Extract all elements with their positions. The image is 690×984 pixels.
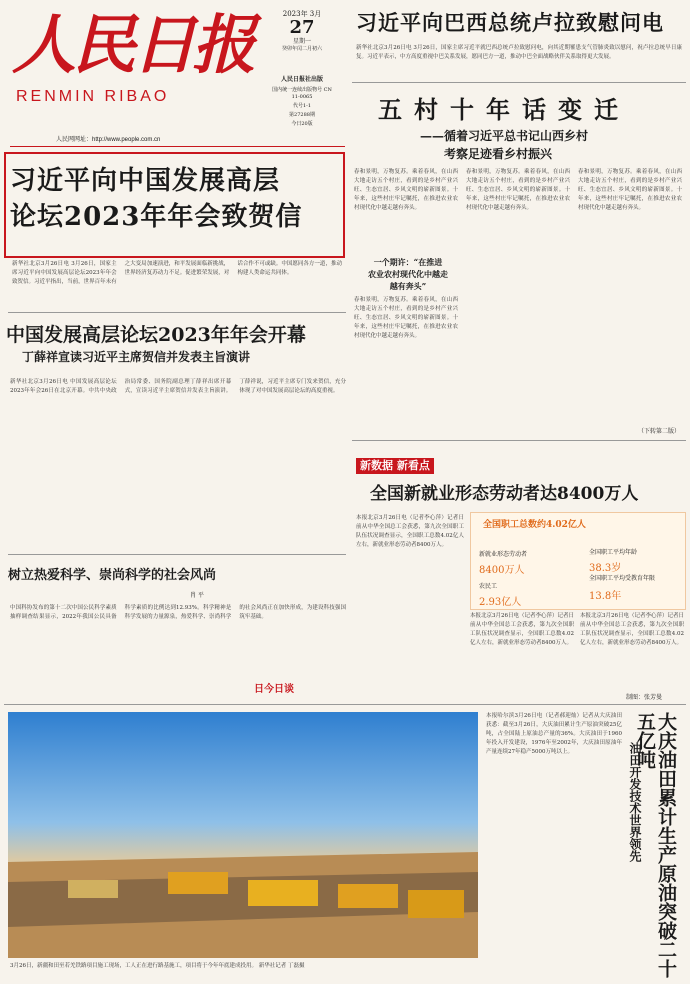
masthead-pinyin: RENMIN RIBAO <box>16 88 170 105</box>
stat3-value: 38.3岁 <box>589 563 622 574</box>
stat1-value: 8400万人 <box>479 565 525 576</box>
village-section-title <box>360 256 456 292</box>
commentary-body: 中国科协发布的第十二次中国公民科学素质抽样调查结果显示，2022年我国公民具备科学素质的比例达到12.93%。科学精神是科学发展的力量源泉，热爱科学、崇尚科学的社会风尚正在加快形成，为建设科技强国筑牢基础。 <box>10 605 346 620</box>
daqing-subtitle: 油田开发技术世界领先 <box>628 742 642 862</box>
cn-number: 国内统一连续出版物号 CN 11-0065 <box>272 87 332 100</box>
date-block <box>278 10 326 53</box>
website: 人民网网址：http://www.people.com.cn <box>56 137 161 143</box>
publisher: 人民日报社出版 <box>280 76 323 83</box>
employment-author: 制图：张芳曼 <box>626 694 663 701</box>
stat2-value: 2.93亿人 <box>479 597 522 608</box>
construction-scene <box>8 712 478 958</box>
issue-number: 第27288期 <box>289 112 315 118</box>
railway-photo <box>8 712 478 958</box>
employment-body-2: 本报北京3月26日电（记者李心萍）记者日前从中华全国总工会获悉，第九次全国职工队伍状况调查显示，全国职工总数4.02亿人左右，新就业形态劳动者8400万人。 <box>470 613 574 646</box>
second-story-subtitle: 丁薛祥宣读习近平主席贺信并发表主旨演讲 <box>22 350 251 364</box>
daqing-body: 本报哈尔滨3月26日电（记者郝迎灿）记者从大庆油田获悉：截至3月26日，大庆油田累计生产原油突破25亿吨，占全国陆上原油总产量的36%。大庆油田于1960年投入开发建设，1976年至2002年，大庆油田原油年产量连续27年稳产5000万吨以上。 <box>486 713 622 755</box>
stat4-value: 13.8年 <box>589 591 622 602</box>
second-story-body: 新华社北京3月26日电 中国发展高层论坛2023年年会26日在北京开幕。中共中央政治局常委、国务院副总理丁薛祥出席开幕式，宣读习近平主席贺信并发表主旨演讲。丁薛祥说，习近平主席专门发来贺信，充分体现了对中国发展高层论坛的高度重视。 <box>10 379 346 394</box>
stat4-label: 全国职工平均受教育年限 <box>589 575 656 582</box>
employment-tag: 新数据 新看点 <box>356 458 434 474</box>
commentary-title: 树立热爱科学、崇尚科学的社会风尚 <box>8 568 217 583</box>
top-headline-body: 新华社北京3月26日电 3月26日，国家主席习近平就巴西总统卢拉致慰问电，向其近期罹患支气管肺炎致以慰问，祝卢拉总统早日康复。习近平表示，中方高度重视中巴关系发展，愿同巴方一道，推动中巴全面战略伙伴关系取得更大发展。 <box>356 45 682 60</box>
village-section-line-1: 一个期许：“在推进 <box>373 257 443 267</box>
infographic <box>470 512 686 610</box>
lead-story-body: 新华社北京3月26日电 3月26日，国家主席习近平向中国发展高层论坛2023年年会致贺信。习近平指出，当前，世界百年未有之大变局加速演进，和平发展面临新挑战，世界经济复苏动力不足。促进繁荣发展，对话合作不可或缺。中国愿同各方一道，推动构建人类命运共同体。 <box>12 261 342 285</box>
today-talk-label: 日今日谈 <box>254 684 294 695</box>
commentary-author: 肖 平 <box>190 592 204 599</box>
village-subtitle: ——循着习近平总书记山西乡村 <box>420 129 589 143</box>
lead-story-title-1: 习近平向中国发展高层 <box>10 166 281 196</box>
stat2-label: 农民工 <box>479 583 498 590</box>
lunar-date: 癸卯年闰二月初六 <box>281 46 322 52</box>
stat1-label: 新就业形态劳动者 <box>479 551 528 558</box>
lead-story-title-2: 论坛2023年年会致贺信 <box>10 202 303 232</box>
year-month: 2023年 3月 <box>282 10 322 18</box>
village-body-col-3: 春和景明，万物复苏。乘着春风，在山西大地走访五个村庄，看到的是乡村产业兴旺、生态宜居、乡风文明的崭新图景。十年来，这些村庄牢记嘱托，在推进农业农村现代化中越走越有奔头。 <box>578 169 682 211</box>
village-section-line-3: 越有奔头” <box>389 281 427 291</box>
day-number: 27 <box>289 17 315 38</box>
top-headline: 习近平向巴西总统卢拉致慰问电 <box>356 10 664 35</box>
masthead-title: 人民日报 <box>12 8 252 83</box>
page-count: 今日20版 <box>291 121 313 127</box>
daqing-title: 大庆油田累计生产原油突破二十五亿吨 <box>634 712 677 978</box>
stat3-label: 全国职工平均年龄 <box>589 549 638 556</box>
village-subtitle-2: 考察足迹看乡村振兴 <box>444 147 553 161</box>
village-continued: （下转第二版） <box>638 428 681 435</box>
photo-credit: 新华社记者 丁磊摄 <box>258 963 305 969</box>
village-section-line-2: 农业农村现代化中越走 <box>368 269 448 279</box>
village-body-col-2: 春和景明，万物复苏。乘着春风，在山西大地走访五个村庄，看到的是乡村产业兴旺、生态宜居、乡风文明的崭新图景。十年来，这些村庄牢记嘱托，在推进农业农村现代化中越走越有奔头。 <box>466 169 570 211</box>
photo-caption-text: 3月26日，新疆和田至若羌铁路项目施工现场，工人正在进行路基施工，项目将于今年年底建成投用。 <box>10 963 258 969</box>
village-title: 五村十年话变迁 <box>378 95 630 124</box>
photo-caption <box>10 962 480 980</box>
employment-title: 全国新就业形态劳动者达8400万人 <box>370 484 639 504</box>
village-body-col-1: 春和景明，万物复苏。乘着春风，在山西大地走访五个村庄，看到的是乡村产业兴旺、生态宜居、乡风文明的崭新图景。十年来，这些村庄牢记嘱托，在推进农业农村现代化中越走越有奔头。 <box>354 169 458 211</box>
employment-body: 本报北京3月26日电（记者李心萍）记者日前从中华全国总工会获悉，第九次全国职工队伍状况调查显示，全国职工总数4.02亿人左右，新就业形态劳动者8400万人。 <box>356 515 464 548</box>
second-story-title: 中国发展高层论坛2023年年会开幕 <box>6 324 306 346</box>
infographic-title: 全国职工总数约4.02亿人 <box>483 520 586 530</box>
village-body-col-1b: 春和景明，万物复苏。乘着春风，在山西大地走访五个村庄，看到的是乡村产业兴旺、生态宜居、乡风文明的崭新图景。十年来，这些村庄牢记嘱托，在推进农业农村现代化中越走越有奔头。 <box>354 297 458 339</box>
employment-body-3: 本报北京3月26日电（记者李心萍）记者日前从中华全国总工会获悉，第九次全国职工队伍状况调查显示，全国职工总数4.02亿人左右，新就业形态劳动者8400万人。 <box>580 613 684 646</box>
weekday: 星期一 <box>292 38 311 45</box>
publication-info <box>272 76 332 128</box>
code-number: 代号1-1 <box>292 103 312 109</box>
